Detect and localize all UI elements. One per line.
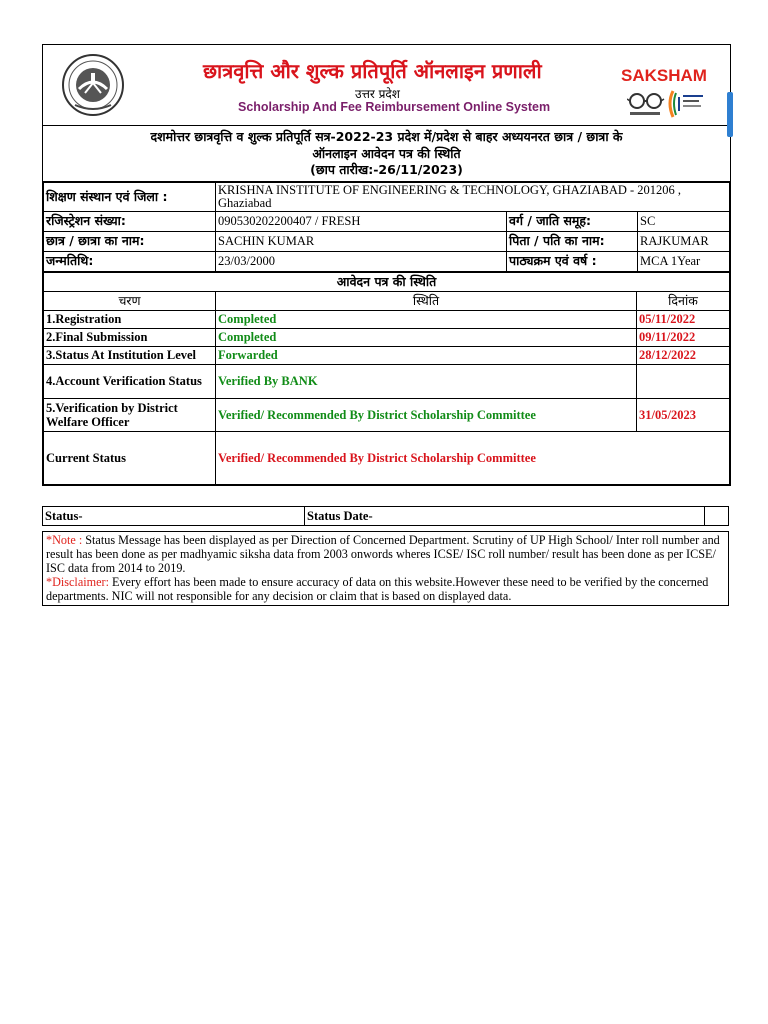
saksham-logo: SAKSHAM	[621, 66, 707, 85]
student-name-label: छात्र / छात्रा का नाम:	[44, 231, 216, 251]
status-date-label: Status Date-	[305, 507, 705, 526]
status-label: Status-	[43, 507, 305, 526]
application-status-table	[43, 272, 730, 485]
table-row	[44, 328, 730, 346]
dob-row	[44, 251, 730, 271]
father-name-label: पिता / पति का नाम:	[507, 231, 638, 251]
name-row	[44, 231, 730, 251]
note-text: Status Message has been displayed as per Direction of Concerned Department. Scrutiny of UP High School/ Inter roll number and result has been done as per madhyamic siksha data from 2003 onwords wheres ICSE/ ISC roll number/ result has been done as per ICSE/ ISC data from 2014 to 2019.	[46, 533, 720, 575]
session-title-line-2: ऑनलाइन आवेदन पत्र की स्थिति	[312, 145, 461, 161]
date-cell: 09/11/2022	[637, 328, 730, 346]
institution-value	[216, 182, 730, 211]
session-title	[43, 126, 730, 182]
institution-row	[44, 182, 730, 211]
status-cell: Completed	[216, 328, 637, 346]
english-title: Scholarship And Fee Reimbursement Online System	[238, 100, 551, 114]
date-cell: 28/12/2022	[637, 346, 730, 364]
header-banner	[43, 45, 730, 126]
student-name-value: SACHIN KUMAR	[216, 231, 507, 251]
table-row	[44, 346, 730, 364]
institution-label: शिक्षण संस्थान एवं जिला :	[44, 182, 216, 211]
current-status-value: Verified/ Recommended By District Scholarship Committee	[216, 431, 730, 484]
institution-district: Ghaziabad	[218, 195, 272, 210]
hindi-title: छात्रवृत्ति और शुल्क प्रतिपूर्ति ऑनलाइन प्रणाली	[203, 59, 542, 83]
dob-label: जन्मतिथि:	[44, 251, 216, 271]
disclaimer-prefix: *Disclaimer:	[46, 575, 112, 589]
stage-cell: 5.Verification by District Welfare Officer	[44, 398, 216, 431]
date-cell	[637, 364, 730, 398]
current-status-label: Current Status	[44, 431, 216, 484]
table-row	[44, 310, 730, 328]
up-government-seal-icon	[61, 53, 125, 117]
status-cell: Forwarded	[216, 346, 637, 364]
registration-row	[44, 211, 730, 231]
current-status-row	[44, 431, 730, 484]
status-header-row	[44, 291, 730, 310]
state-name: उत्तर प्रदेश	[355, 87, 400, 101]
stage-column-header: चरण	[44, 291, 216, 310]
note-prefix: *Note :	[46, 533, 86, 547]
status-document	[42, 44, 731, 486]
course-label: पाठ्यक्रम एवं वर्ष :	[507, 251, 638, 271]
father-name-value: RAJKUMAR	[638, 231, 730, 251]
print-date: (छाप तारीख:-26/11/2023)	[310, 162, 463, 177]
table-row	[44, 398, 730, 431]
institution-name: KRISHNA INSTITUTE OF ENGINEERING & TECHNOLOGY, GHAZIABAD - 201206 ,	[218, 182, 682, 197]
category-value: SC	[638, 211, 730, 231]
status-cell: Verified/ Recommended By District Scholarship Committee	[216, 398, 637, 431]
session-title-line-1: दशमोत्तर छात्रवृत्ति व शुल्क प्रतिपूर्ति सत्र-2022-23 प्रदेश में/प्रदेश से बाहर अध्ययनरत छात्र / छात्रा के	[150, 129, 623, 144]
status-column-header: स्थिति	[216, 291, 637, 310]
registration-value: 090530202200407 / FRESH	[216, 211, 507, 231]
date-cell: 05/11/2022	[637, 310, 730, 328]
empty-cell	[705, 507, 729, 526]
gandhi-spectacles-digital-india-icon	[627, 87, 705, 121]
stage-cell: 3.Status At Institution Level	[44, 346, 216, 364]
stage-cell: 4.Account Verification Status	[44, 364, 216, 398]
applicant-info-table	[43, 182, 730, 272]
dob-value: 23/03/2000	[216, 251, 507, 271]
stage-cell: 2.Final Submission	[44, 328, 216, 346]
date-column-header: दिनांक	[637, 291, 730, 310]
status-footer-table	[42, 506, 729, 526]
course-value: MCA 1Year	[638, 251, 730, 271]
status-cell: Completed	[216, 310, 637, 328]
status-section-heading: आवेदन पत्र की स्थिति	[44, 272, 730, 291]
status-cell: Verified By BANK	[216, 364, 637, 398]
scrollbar-indicator[interactable]	[727, 92, 733, 137]
disclaimer-text: Every effort has been made to ensure accuracy of data on this website.However these need to be verified by the concerned departments. NIC will not responsible for any decision or claim that is based on displayed data.	[46, 575, 709, 603]
stage-cell: 1.Registration	[44, 310, 216, 328]
registration-label: रजिस्ट्रेशन संख्या:	[44, 211, 216, 231]
date-cell: 31/05/2023	[637, 398, 730, 431]
note-box	[42, 531, 729, 606]
table-row	[44, 364, 730, 398]
category-label: वर्ग / जाति समूह:	[507, 211, 638, 231]
